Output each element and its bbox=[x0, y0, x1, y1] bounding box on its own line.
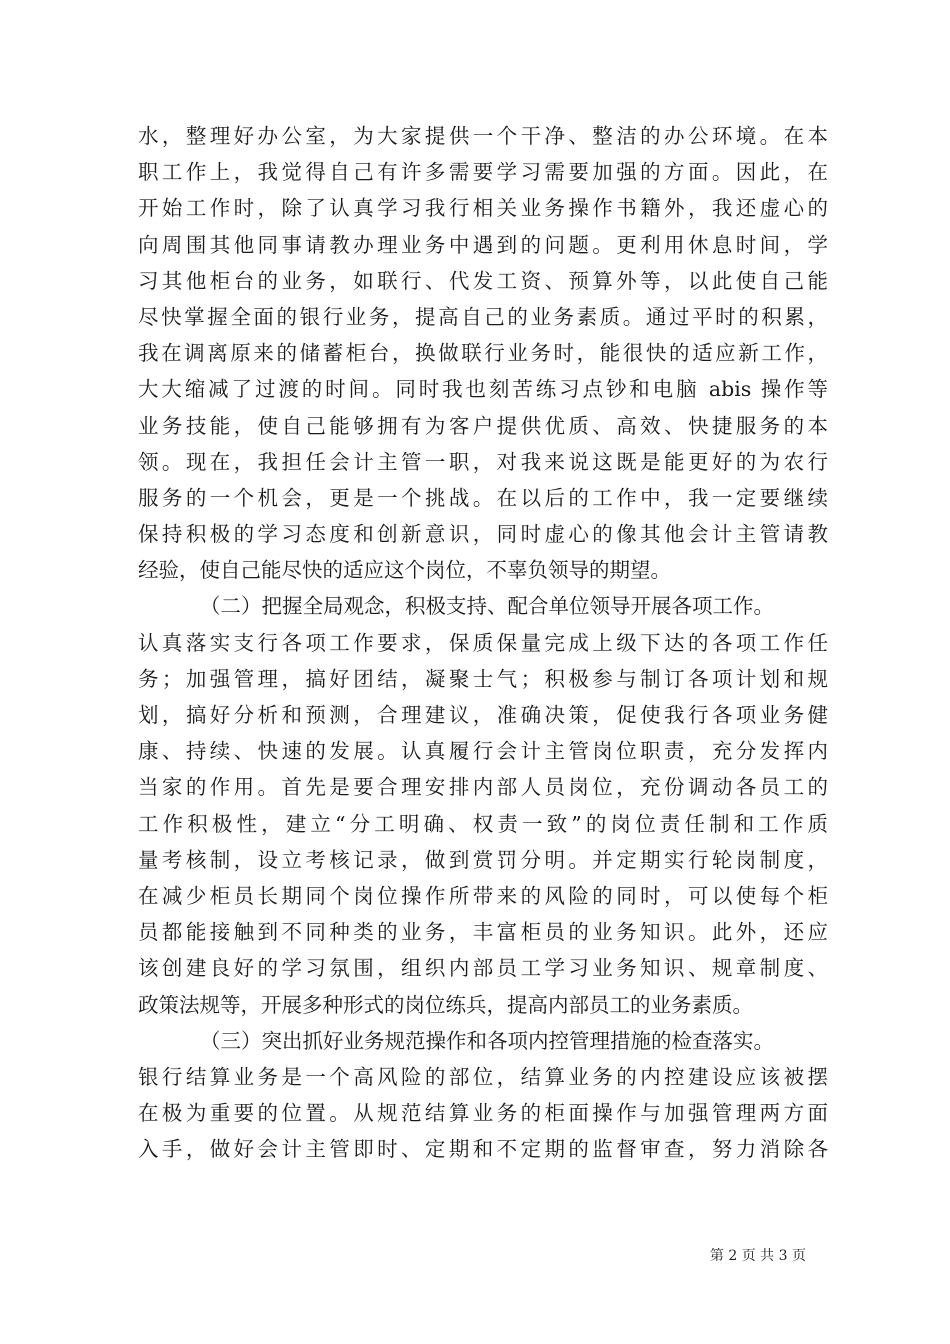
text-line: 经验，使自己能尽快的适应这个岗位，不辜负领导的期望。 bbox=[138, 558, 671, 583]
text-line: （三）突出抓好业务规范操作和各项内控管理措施的检查落实。 bbox=[200, 1028, 774, 1053]
text-line: 向周围其他同事请教办理业务中遇到的问题。更利用休息时间，学 bbox=[138, 232, 828, 257]
text-line: 水，整理好办公室，为大家提供一个干净、整洁的办公环境。在本 bbox=[138, 124, 828, 148]
text-line: 在极为重要的位置。从规范结算业务的柜面操作与加强管理两方面 bbox=[138, 1101, 828, 1126]
text-line: 该创建良好的学习氛围，组织内部员工学习业务知识、规章制度、 bbox=[138, 956, 828, 981]
text-line: 尽快掌握全面的银行业务，提高自己的业务素质。通过平时的积累， bbox=[138, 304, 828, 329]
text-line: 领。现在，我担任会计主管一职，对我来说这既是能更好的为农行 bbox=[138, 449, 828, 474]
text-line: 银行结算业务是一个高风险的部位，结算业务的内控建设应该被摆 bbox=[138, 1064, 828, 1089]
text-line: 政策法规等，开展多种形式的岗位练兵，提高内部员工的业务素质。 bbox=[138, 992, 753, 1017]
document-body bbox=[138, 118, 828, 1167]
text-line: 务；加强管理，搞好团结，凝聚士气；积极参与制订各项计划和规 bbox=[138, 666, 828, 691]
text-line: 大大缩减了过渡的时间。同时我也刻苦练习点钞和电脑 abis 操作等 bbox=[138, 377, 828, 402]
text-line: 在减少柜员长期同个岗位操作所带来的风险的同时，可以使每个柜 bbox=[138, 883, 828, 908]
text-line: 工作积极性，建立“分工明确、权责一致”的岗位责任制和工作质 bbox=[138, 811, 828, 836]
page-number-footer: 第 2 页 共 3 页 bbox=[709, 1248, 806, 1264]
text-line: 业务技能，使自己能够拥有为客户提供优质、高效、快捷服务的本 bbox=[138, 413, 828, 438]
text-line: 当家的作用。首先是要合理安排内部人员岗位，充份调动各员工的 bbox=[138, 775, 828, 800]
text-line: 服务的一个机会，更是一个挑战。在以后的工作中，我一定要继续 bbox=[138, 485, 828, 510]
text-line: 习其他柜台的业务，如联行、代发工资、预算外等，以此使自己能 bbox=[138, 268, 828, 293]
text-line: 保持积极的学习态度和创新意识，同时虚心的像其他会计主管请教 bbox=[138, 522, 828, 547]
text-line: 我在调离原来的储蓄柜台，换做联行业务时，能很快的适应新工作， bbox=[138, 341, 828, 366]
text-line: 入手，做好会计主管即时、定期和不定期的监督审查，努力消除各 bbox=[138, 1137, 828, 1162]
text-line: 康、持续、快速的发展。认真履行会计主管岗位职责，充分发挥内 bbox=[138, 739, 828, 764]
text-line: 划，搞好分析和预测，合理建议，准确决策，促使我行各项业务健 bbox=[138, 703, 828, 727]
text-line: （二）把握全局观念，积极支持、配合单位领导开展各项工作。 bbox=[200, 594, 774, 619]
text-line: 认真落实支行各项工作要求，保质保量完成上级下达的各项工作任 bbox=[138, 630, 828, 655]
text-line: 员都能接触到不同种类的业务，丰富柜员的业务知识。此外，还应 bbox=[138, 920, 828, 945]
text-line: 量考核制，设立考核记录，做到赏罚分明。并定期实行轮岗制度， bbox=[138, 847, 828, 872]
text-line: 职工作上，我觉得自己有许多需要学习需要加强的方面。因此，在 bbox=[138, 160, 828, 185]
text-line: 开始工作时，除了认真学习我行相关业务操作书籍外，我还虚心的 bbox=[138, 196, 828, 221]
